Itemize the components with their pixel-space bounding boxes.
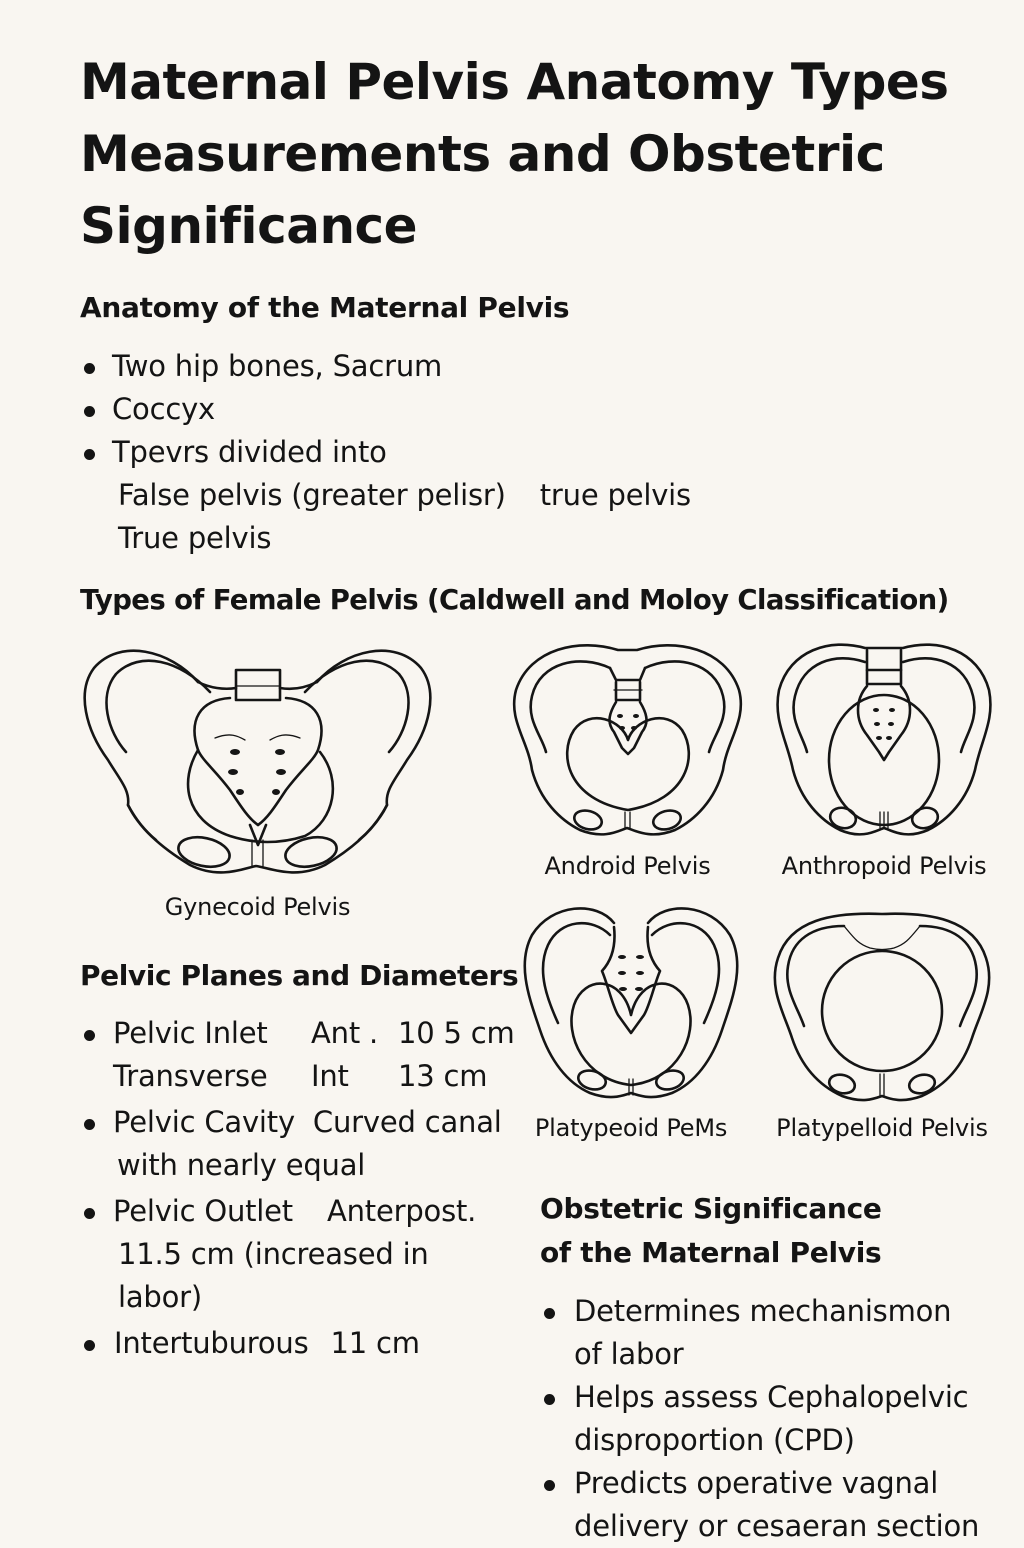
plane-value: 11 cm — [330, 1326, 420, 1360]
list-item — [80, 1101, 520, 1144]
gynecoid-label: Gynecoid Pelvis — [164, 893, 351, 921]
list-item — [80, 1012, 520, 1055]
plane-label: Ant . — [311, 1016, 379, 1050]
plane-value: 11.5 cm (increased in labor) — [118, 1237, 429, 1314]
plane-name: Intertuburous — [114, 1326, 309, 1360]
platypelloid-pelvis-illustration — [772, 908, 992, 1108]
significance-section — [540, 1187, 1010, 1548]
list-item-continuation — [80, 1055, 520, 1098]
figure-android — [510, 640, 745, 885]
title-line-2: Measurements and Obstetric — [80, 125, 885, 183]
list-item-text: true pelvis — [539, 478, 691, 512]
list-item-text: Tpevrs divided into — [112, 435, 387, 469]
list-item-text: True pelvis — [118, 521, 272, 555]
figure-platypelloid — [772, 908, 992, 1153]
types-heading: Types of Female Pelvis (Caldwell and Moloy Classification) — [80, 584, 949, 616]
list-item-text: delivery or cesaeran section — [574, 1509, 980, 1543]
title-line-3: Significance — [80, 197, 418, 255]
platypeoid-pelvis-illustration — [522, 905, 740, 1105]
list-item-text: Predicts operative vagnal — [574, 1466, 939, 1500]
plane-value: with nearly equal — [117, 1148, 366, 1182]
list-item — [80, 388, 780, 431]
list-item-text: Determines mechanismon — [574, 1294, 952, 1328]
platypelloid-label: Platypelloid Pelvis — [776, 1114, 988, 1142]
plane-name: Transverse — [113, 1059, 268, 1093]
significance-heading — [540, 1187, 1010, 1275]
list-item-text: Two hip bones, Sacrum — [112, 349, 443, 383]
anthropoid-label: Anthropoid Pelvis — [781, 852, 987, 880]
anatomy-section — [80, 290, 780, 560]
list-item — [80, 345, 780, 388]
list-item-continuation — [80, 1233, 520, 1319]
anatomy-heading: Anatomy of the Maternal Pelvis — [80, 291, 570, 324]
plane-name: Pelvic Outlet — [113, 1194, 293, 1228]
planes-heading: Pelvic Planes and Diameters — [80, 959, 519, 992]
list-item-text: disproportion (CPD) — [574, 1423, 855, 1457]
android-label: Android Pelvis — [544, 852, 711, 880]
gynecoid-pelvis-illustration — [80, 640, 435, 885]
list-item-continuation — [80, 474, 780, 517]
significance-list — [540, 1290, 1010, 1548]
list-item — [540, 1376, 1010, 1419]
plane-value: 13 cm — [398, 1059, 488, 1093]
plane-value: Curved canal — [312, 1105, 502, 1139]
significance-heading-line-1: Obstetric Significance — [540, 1192, 882, 1225]
page-title — [80, 46, 980, 262]
title-line-1: Maternal Pelvis Anatomy Types — [80, 53, 949, 111]
list-item-continuation — [80, 517, 780, 560]
list-item-text: Helps assess Cephalopelvic — [574, 1380, 969, 1414]
list-item-text: of labor — [574, 1337, 684, 1371]
android-pelvis-illustration — [510, 640, 745, 840]
list-item-continuation — [80, 1144, 520, 1187]
planes-section — [80, 958, 520, 1365]
figure-gynecoid — [80, 640, 435, 930]
anthropoid-pelvis-illustration — [775, 640, 993, 840]
plane-label: Anterpost. — [326, 1194, 477, 1228]
list-item-continuation — [540, 1419, 1010, 1462]
list-item — [540, 1462, 1010, 1505]
plane-value: 10 5 cm — [398, 1016, 515, 1050]
anatomy-list — [80, 345, 780, 560]
list-item-text: Coccyx — [112, 392, 216, 426]
list-item — [540, 1290, 1010, 1333]
planes-list — [80, 1012, 520, 1365]
figure-platypeoid — [522, 905, 740, 1150]
list-item-continuation — [540, 1333, 1010, 1376]
plane-label: Int — [311, 1059, 349, 1093]
plane-name: Pelvic Cavity — [113, 1105, 295, 1139]
list-item-continuation — [540, 1505, 1010, 1548]
platypeoid-label: Platypeoid PeMs — [534, 1114, 728, 1142]
list-item — [80, 1322, 520, 1365]
figure-anthropoid — [775, 640, 993, 885]
plane-name: Pelvic Inlet — [113, 1016, 268, 1050]
list-item — [80, 431, 780, 474]
significance-heading-line-2: of the Maternal Pelvis — [540, 1236, 882, 1269]
list-item — [80, 1190, 520, 1233]
list-item-text: False pelvis (greater pelisr) — [118, 478, 506, 512]
